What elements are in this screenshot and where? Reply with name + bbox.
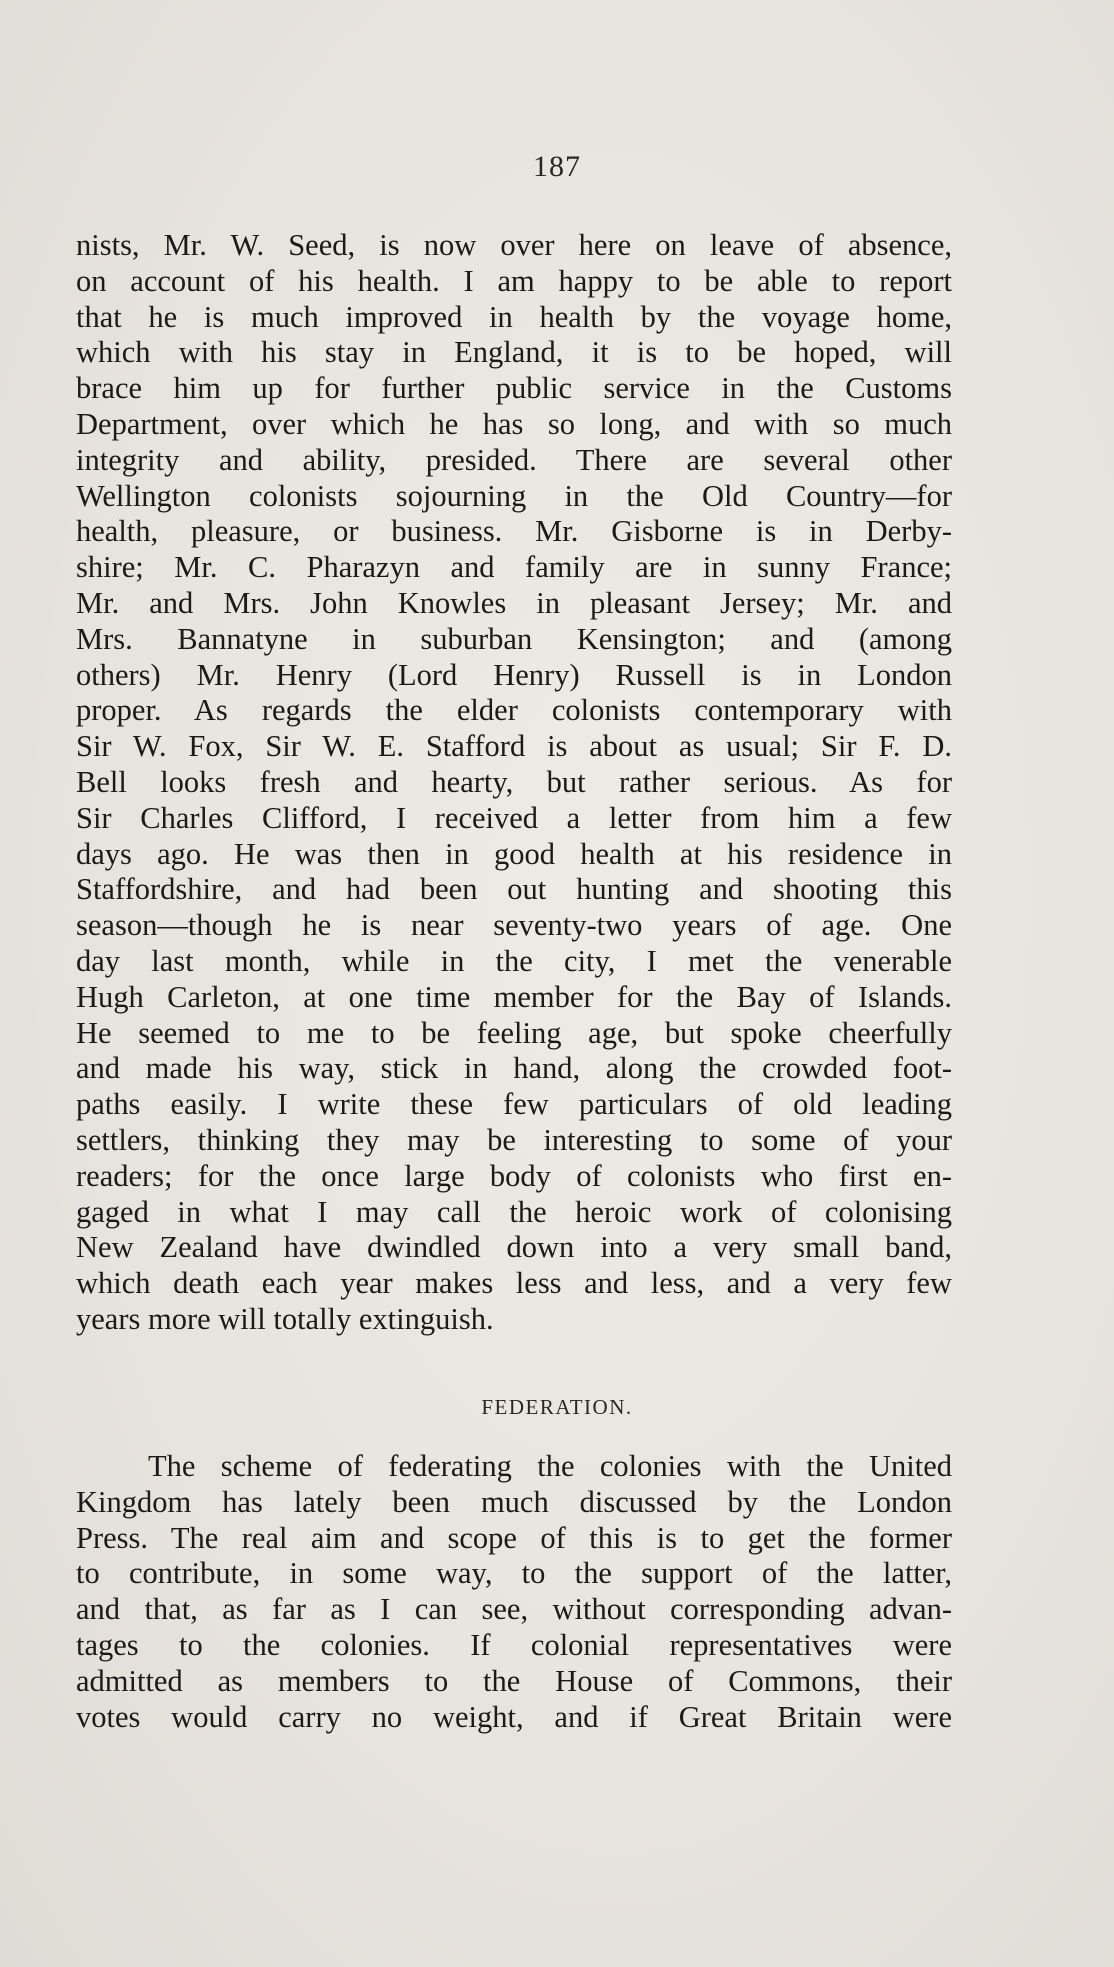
text-line: settlers, thinking they may be interesting to some of your	[76, 1122, 952, 1157]
text-line: Mrs. Bannatyne in suburban Kensington; and (among	[76, 621, 952, 656]
text-line: brace him up for further public service in the Customs	[76, 371, 952, 406]
text-line: and made his way, stick in hand, along the crowded foot-	[76, 1051, 952, 1086]
text-line: on account of his health. I am happy to be able to report	[76, 263, 952, 298]
text-line: others) Mr. Henry (Lord Henry) Russell is in London	[76, 657, 952, 692]
text-line: Wellington colonists sojourning in the Old Country—for	[76, 478, 952, 513]
body-paragraph-1	[76, 228, 952, 1338]
text-line: shire; Mr. C. Pharazyn and family are in sunny France;	[76, 550, 952, 585]
text-line: admitted as members to the House of Commons, their	[76, 1663, 952, 1698]
text-line: Hugh Carleton, at one time member for the Bay of Islands.	[76, 979, 952, 1014]
text-line: that he is much improved in health by the voyage home,	[76, 299, 952, 334]
text-line: The scheme of federating the colonies with the United	[148, 1449, 952, 1483]
text-line: days ago. He was then in good health at his residence in	[76, 836, 952, 871]
text-line: readers; for the once large body of colonists who first en-	[76, 1158, 952, 1193]
text-line: Sir Charles Clifford, I received a letter from him a few	[76, 800, 952, 835]
text-line: Kingdom has lately been much discussed by the London	[76, 1484, 952, 1519]
text-line: gaged in what I may call the heroic work of colonising	[76, 1194, 952, 1229]
text-line: He seemed to me to be feeling age, but spoke cheerfully	[76, 1015, 952, 1050]
text-line: tages to the colonies. If colonial representatives were	[76, 1627, 952, 1662]
text-line: paths easily. I write these few particulars of old leading	[76, 1087, 952, 1122]
text-line: New Zealand have dwindled down into a very small band,	[76, 1230, 952, 1265]
text-line: Bell looks fresh and hearty, but rather serious. As for	[76, 764, 952, 799]
text-line: years more will totally extinguish.	[76, 1301, 494, 1336]
text-line: which death each year makes less and less, and a very few	[76, 1266, 952, 1301]
body-paragraph-2	[76, 1449, 952, 1735]
text-line: integrity and ability, presided. There are several other	[76, 442, 952, 477]
text-line: to contribute, in some way, to the support of the latter,	[76, 1556, 952, 1591]
text-line: day last month, while in the city, I met the venerable	[76, 943, 952, 978]
text-line: proper. As regards the elder colonists contemporary with	[76, 693, 952, 728]
text-line: season—though he is near seventy-two years of age. One	[76, 908, 952, 943]
text-line: Press. The real aim and scope of this is to get the former	[76, 1520, 952, 1555]
text-line: Staffordshire, and had been out hunting and shooting this	[76, 872, 952, 907]
text-line: and that, as far as I can see, without corresponding advan-	[76, 1592, 952, 1627]
text-line: Sir W. Fox, Sir W. E. Stafford is about as usual; Sir F. D.	[76, 729, 952, 764]
text-line: Department, over which he has so long, and with so much	[76, 406, 952, 441]
text-line: votes would carry no weight, and if Great Britain were	[76, 1699, 952, 1734]
text-line: nists, Mr. W. Seed, is now over here on leave of absence,	[76, 228, 952, 262]
section-heading: FEDERATION.	[481, 1395, 633, 1419]
text-line: Mr. and Mrs. John Knowles in pleasant Jersey; Mr. and	[76, 585, 952, 620]
page-number: 187	[533, 150, 581, 183]
text-line: health, pleasure, or business. Mr. Gisborne is in Derby-	[76, 514, 952, 549]
text-line: which with his stay in England, it is to be hoped, will	[76, 335, 952, 370]
